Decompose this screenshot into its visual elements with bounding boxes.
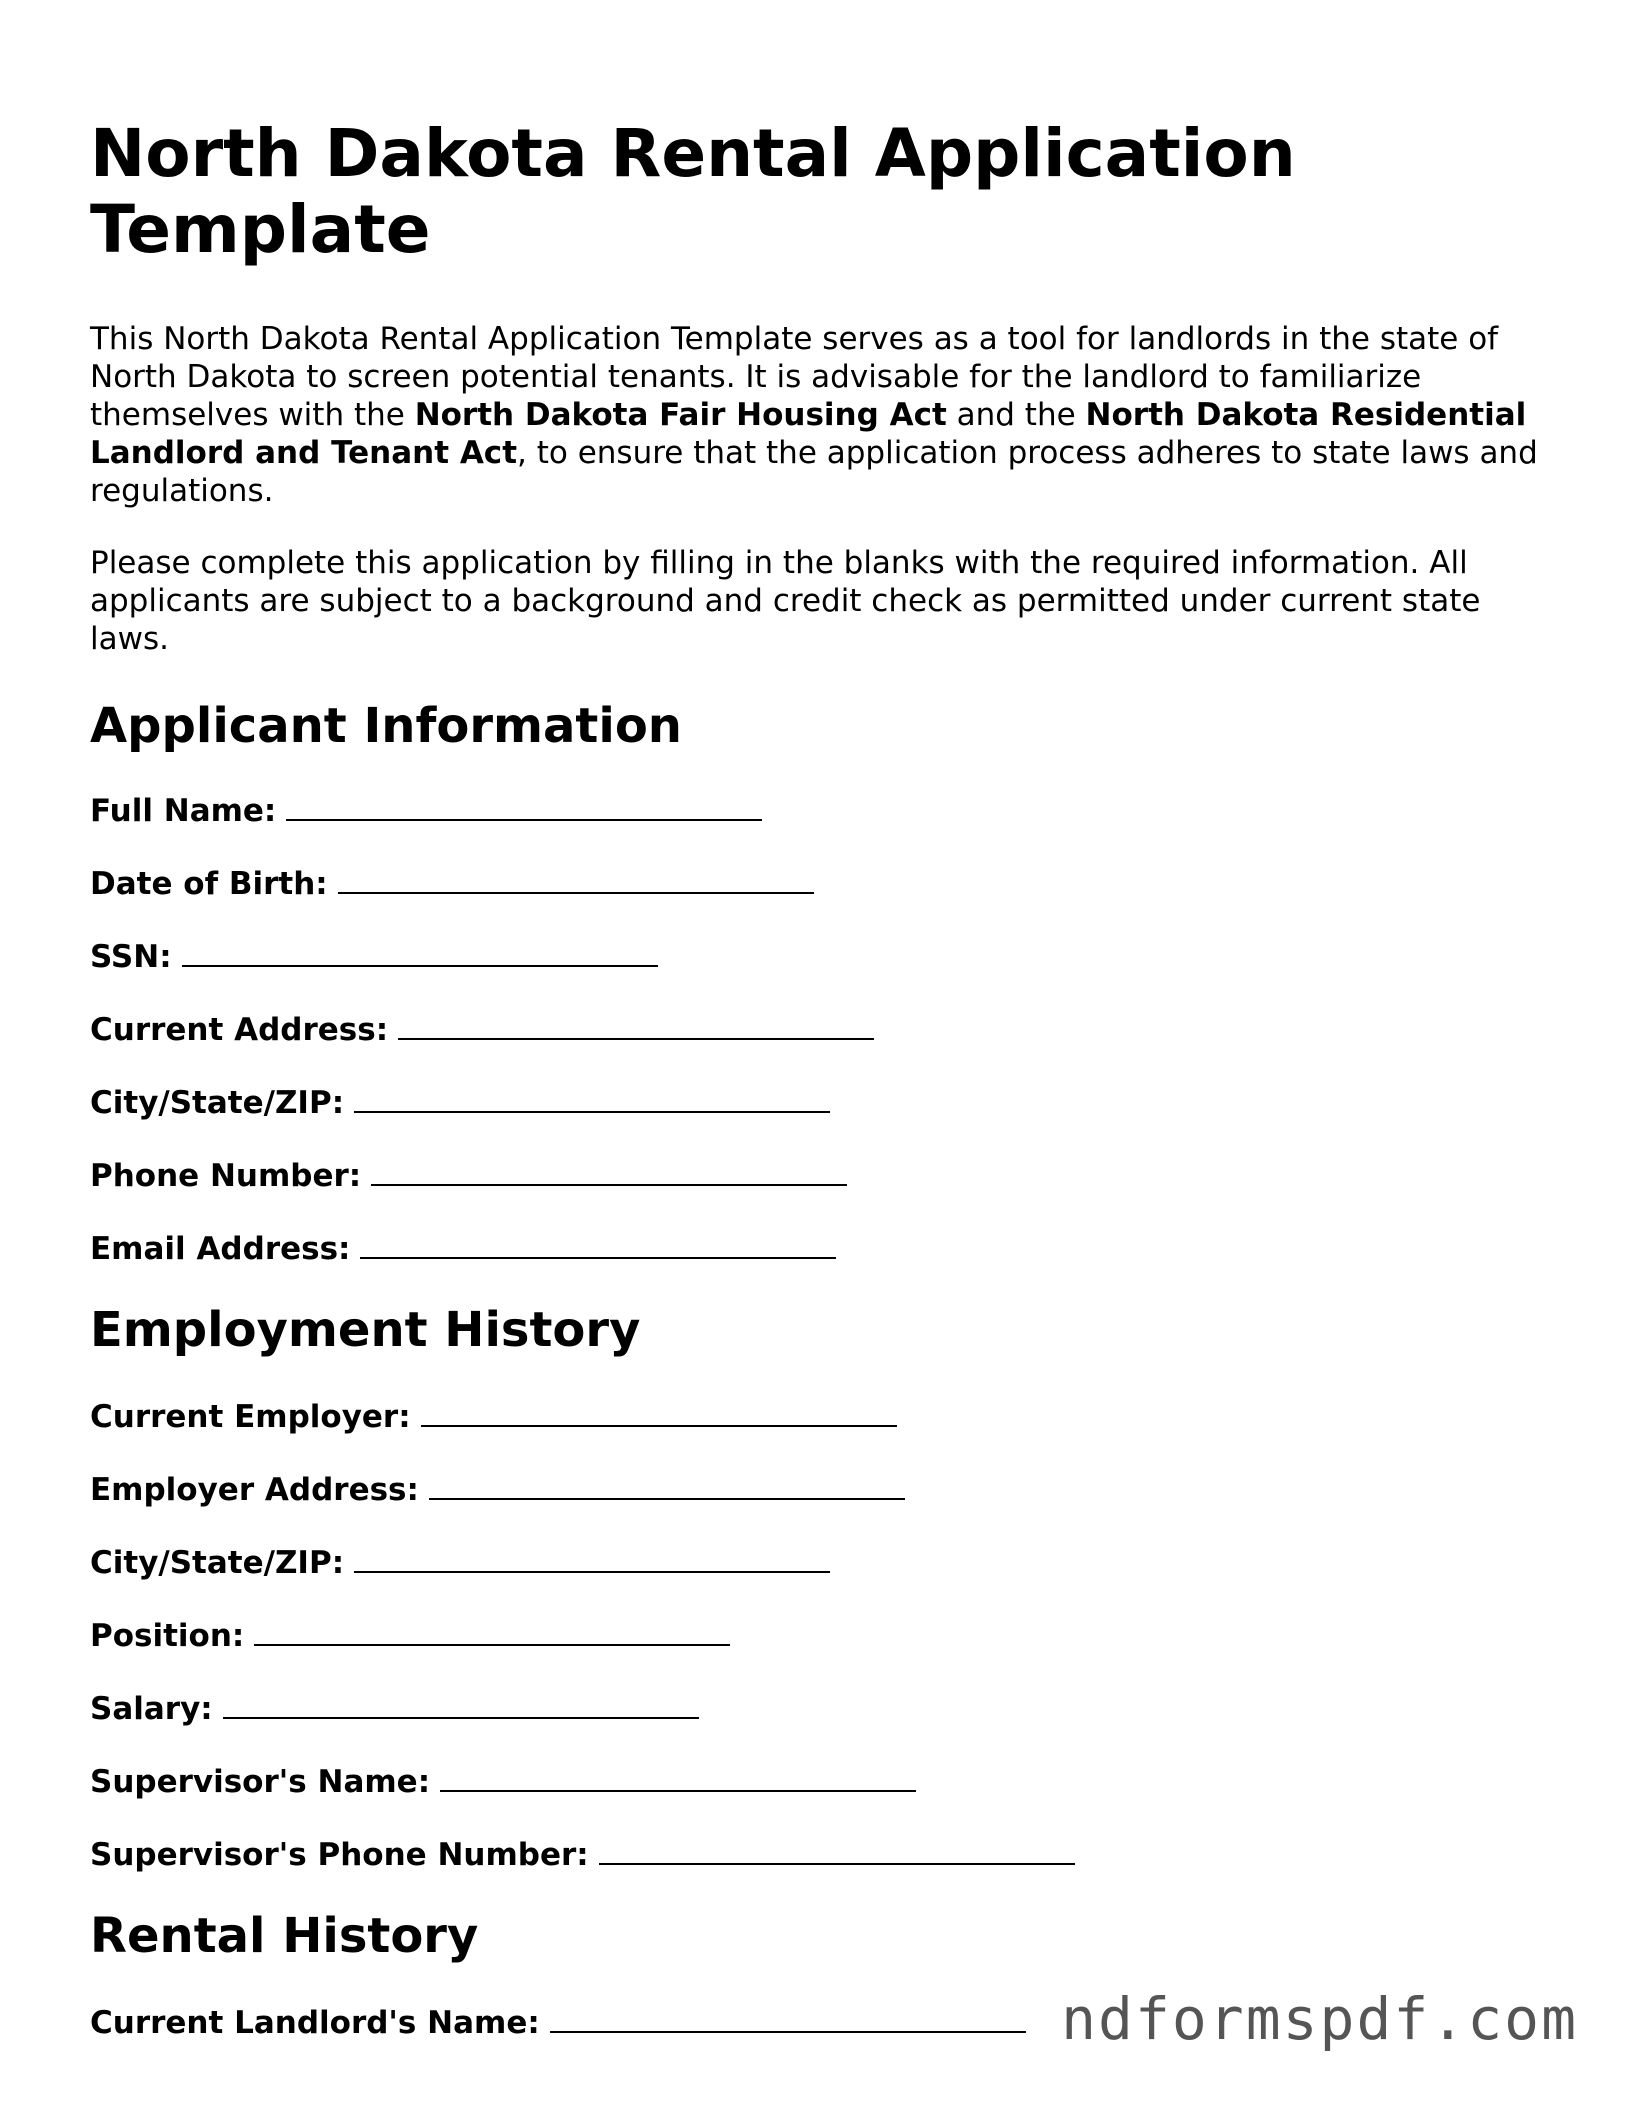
intro-paragraph-2: Please complete this application by filling in the blanks with the required information. All applicants are subject to a background and credit check as permitted under current state laws.	[90, 545, 1481, 657]
section-heading-applicant: Applicant Information	[90, 698, 682, 754]
phone-number-blank[interactable]	[371, 1154, 847, 1186]
date-of-birth-blank[interactable]	[338, 862, 814, 894]
salary-blank[interactable]	[223, 1687, 699, 1719]
field-position	[90, 1614, 1550, 1655]
intro-text: This North Dakota Rental Application Template serves as a tool for landlords in the state of North Dakota to screen potential tenants. It is advisable for the landlord to familiarize themselves with the	[90, 321, 1499, 433]
field-salary	[90, 1687, 1550, 1728]
landlord-tenant-act-ref: North Dakota Residential Landlord and Tenant Act	[90, 397, 1527, 471]
field-current-address	[90, 1008, 1550, 1049]
position-blank[interactable]	[254, 1614, 730, 1646]
field-label: Current Landlord's Name:	[90, 2005, 540, 2041]
ssn-blank[interactable]	[182, 935, 658, 967]
field-ssn	[90, 935, 1550, 976]
field-label: Employer Address:	[90, 1472, 419, 1508]
current-landlord-name-blank[interactable]	[550, 2001, 1026, 2033]
current-employer-blank[interactable]	[421, 1395, 897, 1427]
watermark: ndformspdf.com	[1061, 1985, 1578, 2053]
full-name-blank[interactable]	[286, 789, 762, 821]
city-state-zip-blank[interactable]	[354, 1081, 830, 1113]
field-label: Full Name:	[90, 793, 277, 829]
field-full-name	[90, 789, 1550, 830]
fair-housing-act-ref: North Dakota Fair Housing Act	[414, 397, 947, 433]
field-email-address	[90, 1227, 1550, 1268]
field-supervisor-phone	[90, 1833, 1550, 1874]
intro-text: and the	[946, 397, 1086, 433]
field-label: Current Address:	[90, 1012, 389, 1048]
supervisor-name-blank[interactable]	[440, 1760, 916, 1792]
field-employer-city-state-zip	[90, 1541, 1550, 1582]
employer-city-state-zip-blank[interactable]	[354, 1541, 830, 1573]
intro-paragraph-1	[90, 320, 1550, 510]
field-supervisor-name	[90, 1760, 1550, 1801]
field-phone-number	[90, 1154, 1550, 1195]
field-city-state-zip	[90, 1081, 1550, 1122]
section-heading-employment: Employment History	[90, 1302, 641, 1358]
email-address-blank[interactable]	[360, 1227, 836, 1259]
field-label: Phone Number:	[90, 1158, 362, 1194]
field-date-of-birth	[90, 862, 1550, 903]
employer-address-blank[interactable]	[429, 1468, 905, 1500]
document-page	[90, 0, 1550, 2042]
supervisor-phone-blank[interactable]	[599, 1833, 1075, 1865]
page-title: North Dakota Rental Application Template	[90, 115, 1296, 268]
field-label: SSN:	[90, 939, 172, 975]
section-heading-rental: Rental History	[90, 1908, 479, 1964]
field-employer-address	[90, 1468, 1550, 1509]
current-address-blank[interactable]	[398, 1008, 874, 1040]
field-label: City/State/ZIP:	[90, 1545, 345, 1581]
field-label: Supervisor's Phone Number:	[90, 1837, 589, 1873]
field-label: City/State/ZIP:	[90, 1085, 345, 1121]
intro-text: , to ensure that the application process adheres to state laws and regulations.	[90, 435, 1538, 509]
field-label: Position:	[90, 1618, 245, 1654]
field-label: Salary:	[90, 1691, 213, 1727]
field-current-employer	[90, 1395, 1550, 1436]
field-label: Date of Birth:	[90, 866, 328, 902]
field-label: Email Address:	[90, 1231, 351, 1267]
field-label: Supervisor's Name:	[90, 1764, 431, 1800]
field-label: Current Employer:	[90, 1399, 411, 1435]
